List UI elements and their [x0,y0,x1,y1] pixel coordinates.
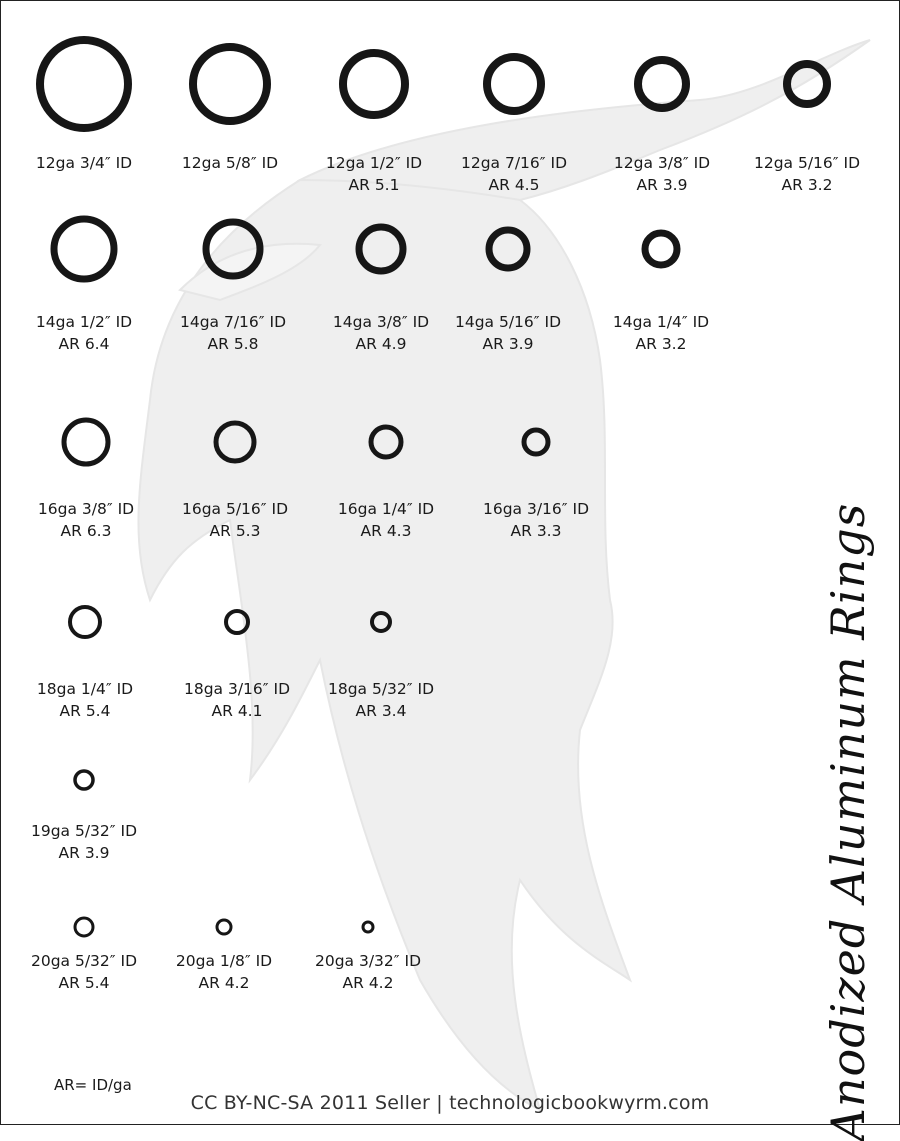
ring-aspect-ratio: AR 4.2 [198,974,250,992]
ring-gauge-id: 14ga 1/4″ ID [612,313,710,331]
ring-gauge-id: 14ga 5/16″ ID [454,313,562,331]
ring-swatch [645,233,677,265]
ring-swatch [193,47,267,121]
ring-gauge-id: 12ga 5/16″ ID [753,154,861,172]
ring-aspect-ratio: AR 4.1 [211,702,263,720]
ring-aspect-ratio: AR 3.9 [482,335,534,353]
ring-label [306,678,456,722]
ring-label [299,152,449,196]
ring-label [461,498,611,542]
ring-gauge-id: 12ga 3/8″ ID [613,154,711,172]
ring-gauge-id: 18ga 5/32″ ID [327,680,435,698]
ring-swatch [343,53,405,115]
ring-aspect-ratio: AR 3.3 [510,522,562,540]
ring-label [433,311,583,355]
ring-label [155,152,305,174]
ring-gauge-id: 20ga 3/32″ ID [314,952,422,970]
ring-swatch [524,430,548,454]
ring-gauge-id: 12ga 3/4″ ID [35,154,133,172]
ring-gauge-id: 20ga 5/32″ ID [30,952,138,970]
ring-label [732,152,882,196]
ring-label [158,311,308,355]
ring-aspect-ratio: AR 3.9 [58,844,110,862]
ring-label [11,498,161,542]
ring-gauge-id: 14ga 1/2″ ID [35,313,133,331]
ring-label [10,678,160,722]
ring-aspect-ratio: AR 5.4 [59,702,111,720]
ring-aspect-ratio: AR 5.1 [348,176,400,194]
ring-aspect-ratio: AR 3.2 [781,176,833,194]
ring-label [162,678,312,722]
ring-label [149,950,299,994]
ring-aspect-ratio: AR 6.4 [58,335,110,353]
ring-aspect-ratio: AR 5.4 [58,974,110,992]
ring-swatch [216,423,254,461]
ring-gauge-id: 14ga 7/16″ ID [179,313,287,331]
ring-label [439,152,589,196]
footer-credit: CC BY-NC-SA 2011 Seller | technologicbookwyrm.com [190,1092,710,1114]
ring-label [9,950,159,994]
ring-aspect-ratio: AR 5.8 [207,335,259,353]
ring-gauge-id: 16ga 3/8″ ID [37,500,135,518]
ring-gauge-id: 16ga 3/16″ ID [482,500,590,518]
ring-swatch [206,222,260,276]
ring-gauge-id: 16ga 5/16″ ID [181,500,289,518]
ring-aspect-ratio: AR 4.3 [360,522,412,540]
ring-swatch [40,40,128,128]
ring-label [587,152,737,196]
ring-gauge-id: 12ga 1/2″ ID [325,154,423,172]
ring-swatch [75,918,93,936]
ring-gauge-id: 12ga 5/8″ ID [181,154,279,172]
ring-swatch [64,420,108,464]
ring-label [293,950,443,994]
ring-label [9,311,159,355]
ring-swatch [638,60,686,108]
ring-swatch [226,611,248,633]
ring-aspect-ratio: AR 3.4 [355,702,407,720]
ring-aspect-ratio: AR 3.2 [635,335,687,353]
ring-aspect-ratio: AR 6.3 [60,522,112,540]
side-title: Anodized Aluminum Rings [821,502,875,1141]
ring-gauge-id: 20ga 1/8″ ID [175,952,273,970]
ring-label [311,498,461,542]
ring-swatch [372,613,390,631]
ring-gauge-id: 12ga 7/16″ ID [460,154,568,172]
ring-swatch [489,230,527,268]
ring-swatch [787,64,827,104]
ring-label [9,820,159,864]
ring-swatch [487,57,541,111]
ring-gauge-id: 14ga 3/8″ ID [332,313,430,331]
ring-aspect-ratio: AR 5.3 [209,522,261,540]
ring-aspect-ratio: AR 4.5 [488,176,540,194]
ring-swatch [54,219,114,279]
ring-label [160,498,310,542]
ring-gauge-id: 18ga 1/4″ ID [36,680,134,698]
ar-legend: AR= ID/ga [54,1076,132,1094]
ring-swatch [75,771,93,789]
ring-swatch [217,920,231,934]
ring-gauge-id: 19ga 5/32″ ID [30,822,138,840]
ring-aspect-ratio: AR 3.9 [636,176,688,194]
ring-swatch [371,427,401,457]
ring-aspect-ratio: AR 4.2 [342,974,394,992]
ring-swatch [363,922,373,932]
ring-gauge-id: 16ga 1/4″ ID [337,500,435,518]
ring-label [9,152,159,174]
ring-swatch [70,607,100,637]
ring-label [586,311,736,355]
ring-aspect-ratio: AR 4.9 [355,335,407,353]
ring-gauge-id: 18ga 3/16″ ID [183,680,291,698]
ring-swatch [359,227,403,271]
